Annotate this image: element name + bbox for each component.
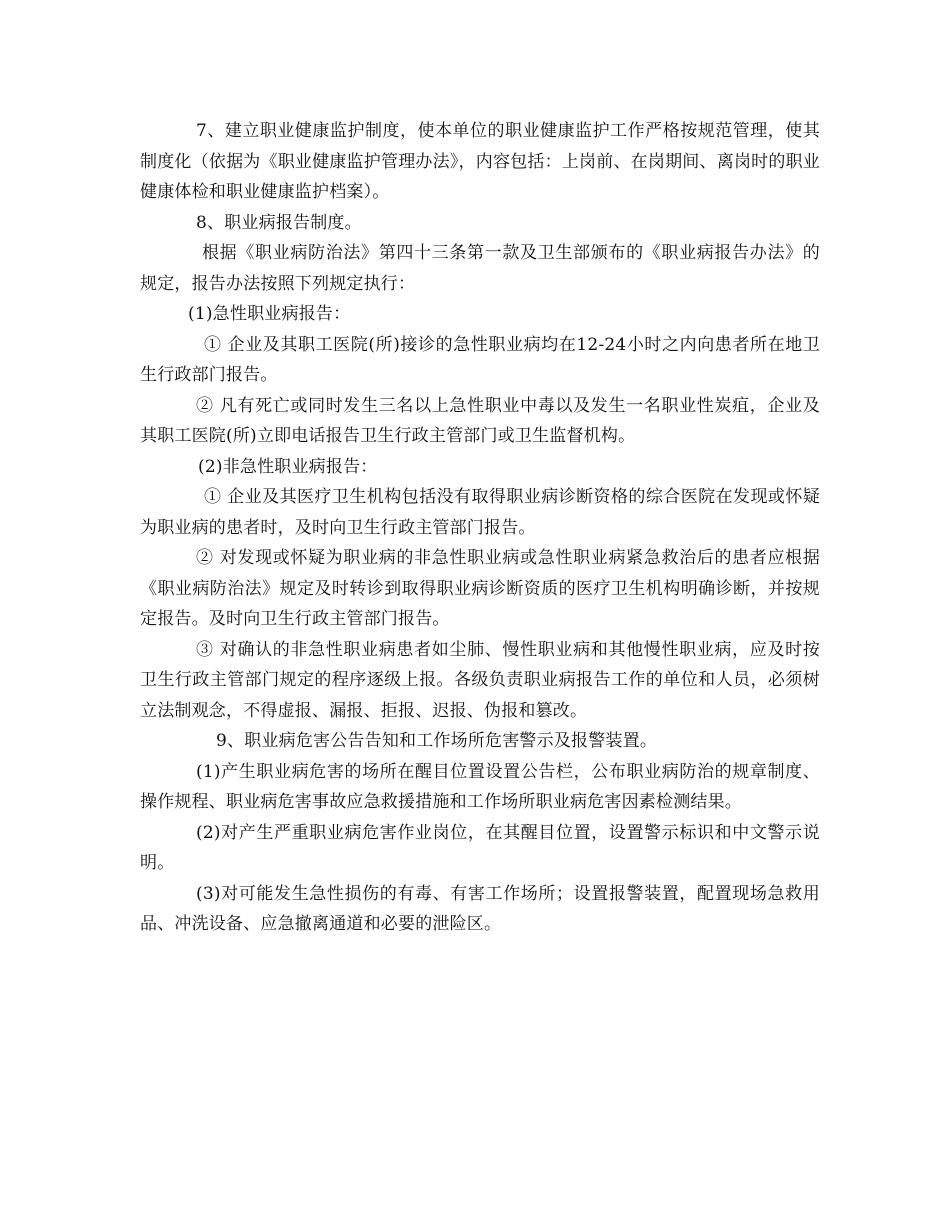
paragraph-9-heading: 9、职业病危害公告告知和工作场所危害警示及报警装置。 <box>216 731 658 751</box>
nonacute-item-3: ③ 对确认的非急性职业病患者如尘肺、慢性职业病和其他慢性职业病，应及时按卫生行政主管部门规定的程序逐级上报。各级负责职业病报告工作的单位和人员，必须树立法制观念，不得虚报、漏报、拒报、迟报、伪报和篡改。 <box>140 639 820 721</box>
subheading-nonacute-report: (2)非急性职业病报告： <box>198 456 378 477</box>
body-text <box>140 116 820 940</box>
item-9-1: (1)产生职业病危害的场所在醒目位置设置公告栏，公布职业病防治的规章制度、操作规程、职业病危害事故应急救援措施和工作场所职业病危害因素检测结果。 <box>140 761 820 812</box>
item-9-2: (2)对产生严重职业病危害作业岗位，在其醒目位置，设置警示标识和中文警示说明。 <box>140 822 820 873</box>
paragraph-8-basis: 根据《职业病防治法》第四十三条第一款及卫生部颁布的《职业病报告办法》的规定，报告办法按照下列规定执行： <box>140 243 820 294</box>
nonacute-item-1: ① 企业及其医疗卫生机构包括没有取得职业病诊断资格的综合医院在发现或怀疑为职业病的患者时，及时向卫生行政主管部门报告。 <box>140 487 820 538</box>
paragraph-7-health-monitoring: 7、建立职业健康监护制度，使本单位的职业健康监护工作严格按规范管理，使其制度化（依据为《职业健康监护管理办法》，内容包括：上岗前、在岗期间、离岗时的职业健康体检和职业健康监护档案）。 <box>140 121 820 202</box>
item-9-3: (3)对可能发生急性损伤的有毒、有害工作场所；设置报警装置，配置现场急救用品、冲洗设备、应急撤离通道和必要的泄险区。 <box>140 883 820 934</box>
nonacute-item-2: ② 对发现或怀疑为职业病的非急性职业病或急性职业病紧急救治后的患者应根据《职业病防治法》规定及时转诊到取得职业病诊断资质的医疗卫生机构明确诊断，并按规定报告。及时向卫生行政主管部门报告。 <box>140 548 820 629</box>
subheading-acute-report: (1)急性职业病报告： <box>188 304 351 324</box>
paragraph-8-heading: 8、职业病报告制度。 <box>196 212 362 233</box>
acute-item-2: ② 凡有死亡或同时发生三名以上急性职业中毒以及发生一名职业性炭疽，企业及其职工医院(所)立即电话报告卫生行政主管部门或卫生监督机构。 <box>140 395 820 446</box>
acute-item-1: ① 企业及其职工医院(所)接诊的急性职业病均在12-24小时之内向患者所在地卫生行政部门报告。 <box>140 334 820 385</box>
